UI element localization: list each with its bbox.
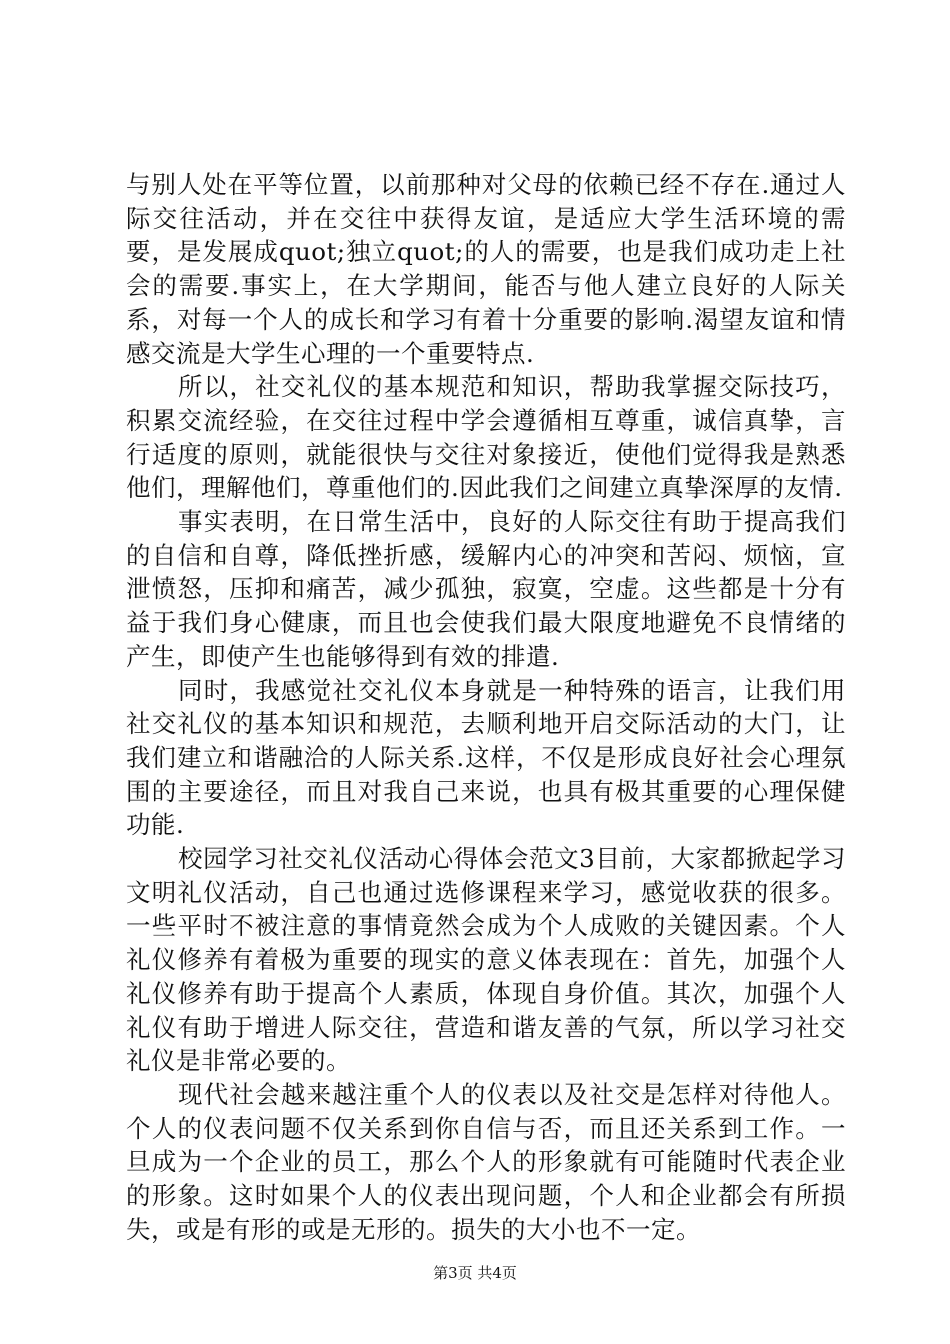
paragraph-special-language: 同时，我感觉社交礼仪本身就是一种特殊的语言，让我们用社交礼仪的基本知识和规范，去顺利地开启交际活动的大门，让我们建立和谐融洽的人际关系.这样，不仅是形成良好社会心理氛围的主要途径，而且对我自己来说，也具有极其重要的心理保健功能. <box>126 675 846 840</box>
page-footer: 第3页 共4页 <box>433 1264 517 1282</box>
paragraph-etiquette-skills: 所以，社交礼仪的基本规范和知识，帮助我掌握交际技巧，积累交流经验，在交往过程中学会遵循相互尊重，诚信真挚，言行适度的原则，就能很快与交往对象接近，使他们觉得我是熟悉他们，理解他们，尊重他们的.因此我们之间建立真挚深厚的友情. <box>126 372 846 503</box>
paragraph-sample-essay-3: 校园学习社交礼仪活动心得体会范文3目前，大家都掀起学习文明礼仪活动，自己也通过选修课程来学习，感觉收获的很多。一些平时不被注意的事情竟然会成为个人成败的关键因素。个人礼仪修养有着极为重要的现实的意义体表现在：首先，加强个人礼仪修养有助于提高个人素质，体现自身价值。其次，加强个人礼仪有助于增进人际交往，营造和谐友善的气氛，所以学习社交礼仪是非常必要的。 <box>126 844 846 1076</box>
paragraph-facts-show: 事实表明，在日常生活中，良好的人际交往有助于提高我们的自信和自尊，降低挫折感，缓解内心的冲突和苦闷、烦恼，宣泄愤怒，压抑和痛苦，减少孤独，寂寞，空虚。这些都是十分有益于我们身心健康，而且也会使我们最大限度地避免不良情绪的产生，即使产生也能够得到有效的排遣. <box>126 507 846 671</box>
paragraph-modern-society: 现代社会越来越注重个人的仪表以及社交是怎样对待他人。个人的仪表问题不仅关系到你自信与否，而且还关系到工作。一旦成为一个企业的员工，那么个人的形象就有可能随时代表企业的形象。这时如果个人的仪表出现问题，个人和企业都会有所损失，或是有形的或是无形的。损失的大小也不一定。 <box>126 1079 846 1244</box>
paragraph-continuation: 与别人处在平等位置，以前那种对父母的依赖已经不存在.通过人际交往活动，并在交往中获得友谊，是适应大学生活环境的需要，是发展成quot;独立quot;的人的需要，也是我们成功走上社会的需要.事实上，在大学期间，能否与他人建立良好的人际关系，对每一个人的成长和学习有着十分重要的影响.渴望友谊和情感交流是大学生心理的一个重要特点. <box>126 170 846 368</box>
document-body <box>126 168 846 1247</box>
